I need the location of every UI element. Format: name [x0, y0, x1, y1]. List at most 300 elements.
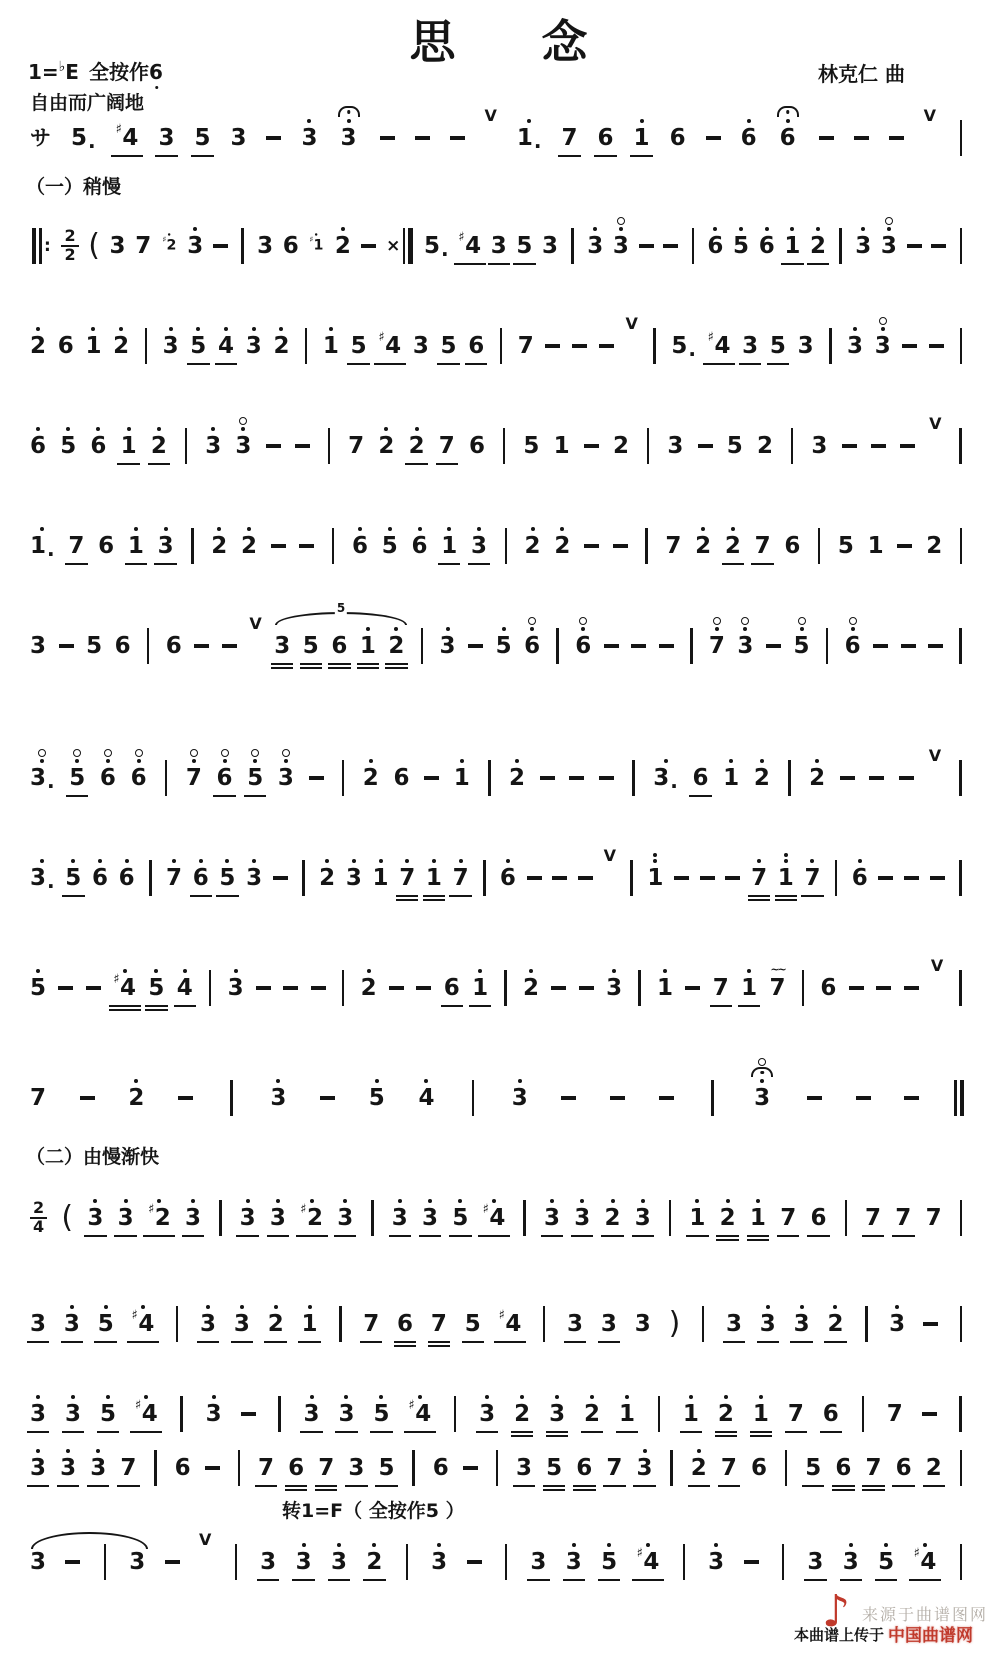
- barline: [956, 506, 966, 575]
- underline: [710, 1005, 732, 1007]
- barline: [161, 738, 171, 807]
- note-3: 3: [412, 332, 429, 359]
- note-2: 2: [113, 306, 129, 375]
- duration-dash: [584, 406, 599, 475]
- underline: [468, 563, 490, 565]
- note-4: ♯ 4: [132, 1284, 155, 1353]
- underline: [875, 1579, 897, 1581]
- note-5: 5: [30, 948, 46, 1017]
- barline: [553, 606, 563, 675]
- octave-dot-above: [625, 1395, 629, 1399]
- barline-stroke: [147, 628, 150, 664]
- note-2: 2: [754, 738, 770, 807]
- barline: [501, 948, 511, 1017]
- duration-dash: [299, 506, 314, 575]
- barline: [956, 1522, 966, 1591]
- underline: [62, 895, 84, 897]
- barline-stroke: [339, 1306, 342, 1342]
- underline: [117, 463, 139, 465]
- underline: [449, 1235, 471, 1237]
- note-3: 3 .: [30, 838, 55, 907]
- underline: [264, 1341, 286, 1343]
- harmonic-circle: [239, 417, 247, 425]
- underline: [328, 1579, 350, 1581]
- harmonic-circle: [713, 617, 721, 625]
- note-6: 6: [468, 432, 485, 459]
- barline: [635, 948, 645, 1017]
- note-7: 7: [363, 1284, 379, 1353]
- underline: [197, 1341, 219, 1343]
- note-3: 3: [751, 1058, 773, 1127]
- note-7: 7: [755, 506, 771, 575]
- music-line-s1l5: [30, 601, 966, 674]
- duration-dash: [930, 838, 945, 907]
- underline: [27, 1341, 49, 1343]
- barline-stroke: [630, 860, 633, 896]
- octave-dot-above: [134, 527, 138, 531]
- barline-stroke: [408, 228, 413, 264]
- note-6: 6: [444, 948, 460, 1017]
- note-6: 6: [575, 606, 591, 675]
- note-3: 3: [587, 206, 603, 275]
- barline-stroke: [504, 970, 507, 1006]
- barline: [956, 738, 966, 807]
- harmonic-circle: [885, 217, 893, 225]
- underline: [300, 663, 322, 665]
- note-7: 7: [517, 332, 534, 359]
- note-5: 5: [516, 206, 532, 275]
- duration-dash: [663, 206, 678, 275]
- barline: [234, 1428, 244, 1497]
- barline: [956, 838, 966, 907]
- octave-dot-above: [40, 759, 44, 763]
- barline-stroke: [371, 1200, 374, 1236]
- underline: [296, 1235, 328, 1237]
- harmonic-circle: [758, 1058, 766, 1066]
- underline: [573, 1489, 595, 1491]
- underline: [832, 1485, 854, 1487]
- barline: [781, 1428, 791, 1497]
- duration-dash: [295, 406, 310, 475]
- duration-dash: [584, 506, 599, 575]
- underline: [57, 1485, 79, 1487]
- octave-dot-above: [241, 427, 245, 431]
- underline: [601, 1235, 623, 1237]
- octave-dot-above: [861, 227, 865, 231]
- note-5: 5: [441, 306, 457, 375]
- note-6: 6: [820, 974, 837, 1001]
- page-title: 思 念: [409, 15, 588, 69]
- barline-stroke: [342, 760, 345, 796]
- duration-dash: [222, 606, 237, 675]
- octave-dot-above: [884, 1543, 888, 1547]
- underline: [862, 1485, 884, 1487]
- barline: [402, 1522, 412, 1591]
- octave-dot-above: [756, 1199, 760, 1203]
- barline: [665, 1178, 675, 1247]
- barline: [143, 606, 153, 675]
- note-7: 7: [30, 1084, 47, 1111]
- note-5: 5: [194, 98, 210, 167]
- barline-stroke: [235, 1544, 238, 1580]
- tempo-marking: 自由而广阔地: [30, 92, 145, 114]
- barline: [568, 206, 578, 275]
- underline: [438, 563, 460, 565]
- note-7: 7: [788, 1374, 804, 1443]
- octave-dot-above: [40, 527, 44, 531]
- harmonic-circle: [741, 617, 749, 625]
- note-3: 3: [185, 1178, 201, 1247]
- underline: [462, 1341, 484, 1343]
- barline: [686, 606, 696, 675]
- note-2: 2: [273, 306, 289, 375]
- underline: [182, 1235, 204, 1237]
- note-3: 3: [440, 606, 456, 675]
- harmonic-circle: [135, 749, 143, 757]
- octave-dot-above: [191, 1199, 195, 1203]
- underline: [703, 363, 735, 365]
- note-3: 3: [235, 406, 251, 475]
- barline: [501, 506, 511, 575]
- barline-stroke: [488, 760, 491, 796]
- barline: [667, 1428, 677, 1497]
- underline: [244, 795, 266, 797]
- barline: [181, 406, 191, 475]
- note-3: 3: [30, 632, 47, 659]
- note-3: 3: [530, 1522, 546, 1591]
- octave-dot-above: [726, 1199, 730, 1203]
- note-2: 2: [691, 1428, 707, 1497]
- barline-stroke: [332, 528, 335, 564]
- barline: [301, 306, 311, 375]
- barline: [187, 506, 197, 575]
- note-5: 5: [86, 632, 103, 659]
- duration-dash: [900, 406, 915, 475]
- note-6: 6: [100, 738, 116, 807]
- note-6: 6: [98, 532, 115, 559]
- octave-dot-above: [800, 1305, 804, 1309]
- octave-dot-above: [96, 427, 100, 431]
- duration-dash: [840, 738, 855, 807]
- octave-dot-above: [212, 1395, 216, 1399]
- underline: [541, 1235, 563, 1237]
- duration-dash: [415, 98, 430, 167]
- note-1: 1 .: [30, 506, 55, 575]
- octave-dot-above: [367, 969, 371, 973]
- octave-dot-above: [759, 1395, 763, 1399]
- underline: [114, 1235, 136, 1237]
- duration-dash: [698, 406, 713, 475]
- octave-dot-above: [347, 119, 351, 123]
- note-7: 7: [120, 1428, 136, 1497]
- octave-dot-above: [36, 1449, 40, 1453]
- modulation-label: 转1=F（ 全按作5 ）: [282, 1500, 465, 1522]
- underline: [328, 663, 350, 665]
- underline: [267, 1235, 289, 1237]
- barline-stroke: [496, 1450, 499, 1486]
- octave-dot-above: [96, 1449, 100, 1453]
- underline: [527, 1579, 549, 1581]
- octave-dot-above: [485, 1395, 489, 1399]
- duration-dash: [744, 1522, 759, 1591]
- note-5: 5: [98, 1284, 114, 1353]
- note-2: 2: [366, 1522, 382, 1591]
- barline-stroke: [839, 228, 842, 264]
- octave-dot-above: [240, 1305, 244, 1309]
- underline: [236, 1235, 258, 1237]
- underline: [824, 1341, 846, 1343]
- octave-dot-above: [157, 427, 161, 431]
- note-2: 2: [319, 838, 335, 907]
- note-3: 3: [737, 606, 753, 675]
- octave-dot-above: [784, 859, 788, 863]
- note-6: 6: [751, 1454, 768, 1481]
- underline: [436, 463, 458, 465]
- note-3: 3: [392, 1178, 408, 1247]
- underline: [801, 895, 823, 897]
- barline-stroke: [406, 1544, 409, 1580]
- underline: [543, 1489, 565, 1491]
- barline: [861, 1284, 871, 1353]
- underline: [564, 1341, 586, 1343]
- note-3: 3: [270, 1178, 286, 1247]
- barline: [956, 948, 966, 1017]
- underline: [437, 363, 459, 365]
- underline: [145, 1005, 167, 1007]
- duration-dash: [842, 406, 857, 475]
- duration-dash: [309, 738, 324, 807]
- note-3: 3: [613, 206, 629, 275]
- note-4: ♯ 4: [708, 306, 731, 375]
- underline: [633, 1485, 655, 1487]
- breath-mark: V: [928, 746, 942, 765]
- note-3: 3: [158, 506, 174, 575]
- note-3: 3: [200, 1284, 216, 1353]
- note-2: 2: [241, 506, 257, 575]
- note-5: 5: [60, 406, 76, 475]
- octave-dot-above: [555, 1395, 559, 1399]
- duration-dash: [578, 838, 593, 907]
- underline: [738, 1005, 760, 1007]
- octave-dot-above: [701, 527, 705, 531]
- repeat-begin-sign: :: [30, 206, 52, 275]
- underline: [345, 1485, 367, 1487]
- underline: [775, 899, 797, 901]
- barline-stroke: [472, 1080, 475, 1116]
- note-3: 3: [296, 1522, 312, 1591]
- octave-dot-above: [766, 1305, 770, 1309]
- duration-dash: [700, 838, 715, 907]
- octave-dot-above: [477, 527, 481, 531]
- note-2: 2: [361, 948, 377, 1017]
- barline: [479, 838, 489, 907]
- note-1: 1: [85, 306, 101, 375]
- note-5: 5: [148, 948, 164, 1017]
- duration-dash: [424, 738, 439, 807]
- duration-dash: [604, 606, 619, 675]
- octave-dot-above: [520, 1395, 524, 1399]
- note-1: 1: [454, 738, 470, 807]
- harmonic-circle: [104, 749, 112, 757]
- underline: [757, 1341, 779, 1343]
- note-1: 1: [784, 206, 800, 275]
- underline: [747, 1235, 769, 1237]
- underline: [334, 1235, 356, 1237]
- note-1: 1: [741, 948, 757, 1017]
- barline-stroke: [835, 860, 838, 896]
- underline: [543, 1485, 565, 1487]
- underline: [892, 1485, 914, 1487]
- barline: [956, 306, 966, 375]
- note-3: 3: [606, 948, 622, 1017]
- grace-note-2: ♯ 2: [162, 234, 177, 253]
- note-7: 7: [439, 406, 455, 475]
- underline: [689, 795, 711, 797]
- barline-stroke: [960, 1544, 963, 1580]
- note-5: 5: [878, 1522, 894, 1591]
- note-3: 3: [338, 1374, 354, 1443]
- note-7: ~~ 7: [769, 963, 786, 1001]
- note-7: 7: [68, 506, 84, 575]
- note-1: 1: [426, 838, 442, 907]
- note-3: 3: [855, 206, 871, 275]
- duration-dash: [929, 306, 944, 375]
- underline: [315, 1485, 337, 1487]
- note-2: 2: [695, 506, 711, 575]
- barline: [496, 306, 506, 375]
- underline: [271, 663, 293, 665]
- note-6: 6: [669, 124, 686, 151]
- note-4: 4: [218, 306, 234, 375]
- note-5: 5 .: [71, 124, 96, 153]
- octave-dot-above: [308, 1305, 312, 1309]
- duration-dash: [311, 948, 326, 1017]
- note-6: 6: [707, 206, 723, 275]
- underline: [27, 1485, 49, 1487]
- octave-dot-above: [247, 527, 251, 531]
- duration-dash: [450, 98, 465, 167]
- underline: [145, 1009, 167, 1011]
- octave-dot-above: [196, 327, 200, 331]
- duration-dash: [931, 206, 946, 275]
- breath-mark: V: [930, 956, 944, 975]
- note-3: 3: [260, 1522, 276, 1591]
- duration-dash: [561, 1058, 576, 1127]
- underline: [285, 1485, 307, 1487]
- note-7: 7: [399, 838, 415, 907]
- note-3: 3: [240, 1178, 256, 1247]
- duration-dash: [266, 406, 281, 475]
- octave-dot-above: [106, 759, 110, 763]
- note-3: 3: [479, 1374, 495, 1443]
- underline: [389, 1235, 411, 1237]
- barline-stroke: [670, 1450, 673, 1486]
- key-root: E: [65, 60, 79, 84]
- underline: [360, 1341, 382, 1343]
- octave-dot-above: [398, 1199, 402, 1203]
- underline: [751, 563, 773, 565]
- duration-dash: [58, 948, 73, 1017]
- octave-dot-above: [560, 527, 564, 531]
- barline: [501, 1522, 511, 1591]
- underline: [84, 1235, 106, 1237]
- barline: [956, 1428, 966, 1497]
- barline: [831, 838, 841, 907]
- note-3: 3: [797, 332, 814, 359]
- octave-dot-above: [810, 859, 814, 863]
- note-5: 5: [794, 606, 810, 675]
- barline-stroke: [960, 228, 963, 264]
- duration-dash: [599, 738, 614, 807]
- barline-stroke: [960, 120, 963, 156]
- octave-dot-above: [106, 1395, 110, 1399]
- barline-stroke: [959, 760, 962, 796]
- octave-dot-above: [447, 527, 451, 531]
- note-6: 6: [282, 232, 299, 259]
- octave-dot-above: [310, 1199, 314, 1203]
- octave-dot-above: [593, 227, 597, 231]
- octave-dot-above: [141, 1305, 145, 1309]
- barline-stroke: [826, 628, 829, 664]
- key-signature: [28, 56, 163, 85]
- barline: [298, 838, 308, 907]
- note-3: 3: [163, 306, 179, 375]
- octave-dot-above: [169, 327, 173, 331]
- barline-stroke: [959, 628, 962, 664]
- barline: [642, 506, 652, 575]
- octave-dot-above: [715, 627, 719, 631]
- barline: [650, 306, 660, 375]
- octave-dot-above: [40, 859, 44, 863]
- octave-dot-above: [144, 1395, 148, 1399]
- underline: [125, 563, 147, 565]
- note-3: 3: [875, 306, 891, 375]
- time-signature: $\frac{2}{2}$: [61, 206, 78, 275]
- note-3: 3: [90, 1428, 106, 1497]
- underline: [862, 1235, 884, 1237]
- octave-dot-above: [724, 1395, 728, 1399]
- underline: [231, 1341, 253, 1343]
- octave-dot-above: [714, 1543, 718, 1547]
- octave-dot-above: [369, 759, 373, 763]
- underline: [909, 1579, 941, 1581]
- duration-dash: [685, 948, 700, 1017]
- time-signature: $\frac{2}{4}$: [30, 1178, 47, 1247]
- note-7: 7: [751, 838, 767, 907]
- barline-stroke: [145, 328, 148, 364]
- octave-dot-above: [815, 759, 819, 763]
- octave-dot-above: [887, 227, 891, 231]
- note-6: 6: [131, 738, 147, 807]
- octave-dot-above: [325, 859, 329, 863]
- note-3: 3: [847, 306, 863, 375]
- repeat-end-sign: ×: [385, 206, 414, 275]
- barline-stroke: [638, 970, 641, 1006]
- octave-dot-above: [784, 853, 788, 857]
- note-3: 3: [270, 1058, 286, 1127]
- note-3: 3: [794, 1284, 810, 1353]
- duration-dash: [80, 1058, 95, 1127]
- octave-dot-above: [418, 1395, 422, 1399]
- octave-dot-above: [849, 1543, 853, 1547]
- source-watermark: 来源于曲谱图网: [862, 1605, 989, 1624]
- duration-dash: [807, 1058, 822, 1127]
- barline: [787, 406, 797, 475]
- harmonic-circle: [528, 617, 536, 625]
- music-line-s1l9: [30, 1058, 966, 1126]
- note-6: 6: [412, 506, 428, 575]
- duration-dash: [194, 606, 209, 675]
